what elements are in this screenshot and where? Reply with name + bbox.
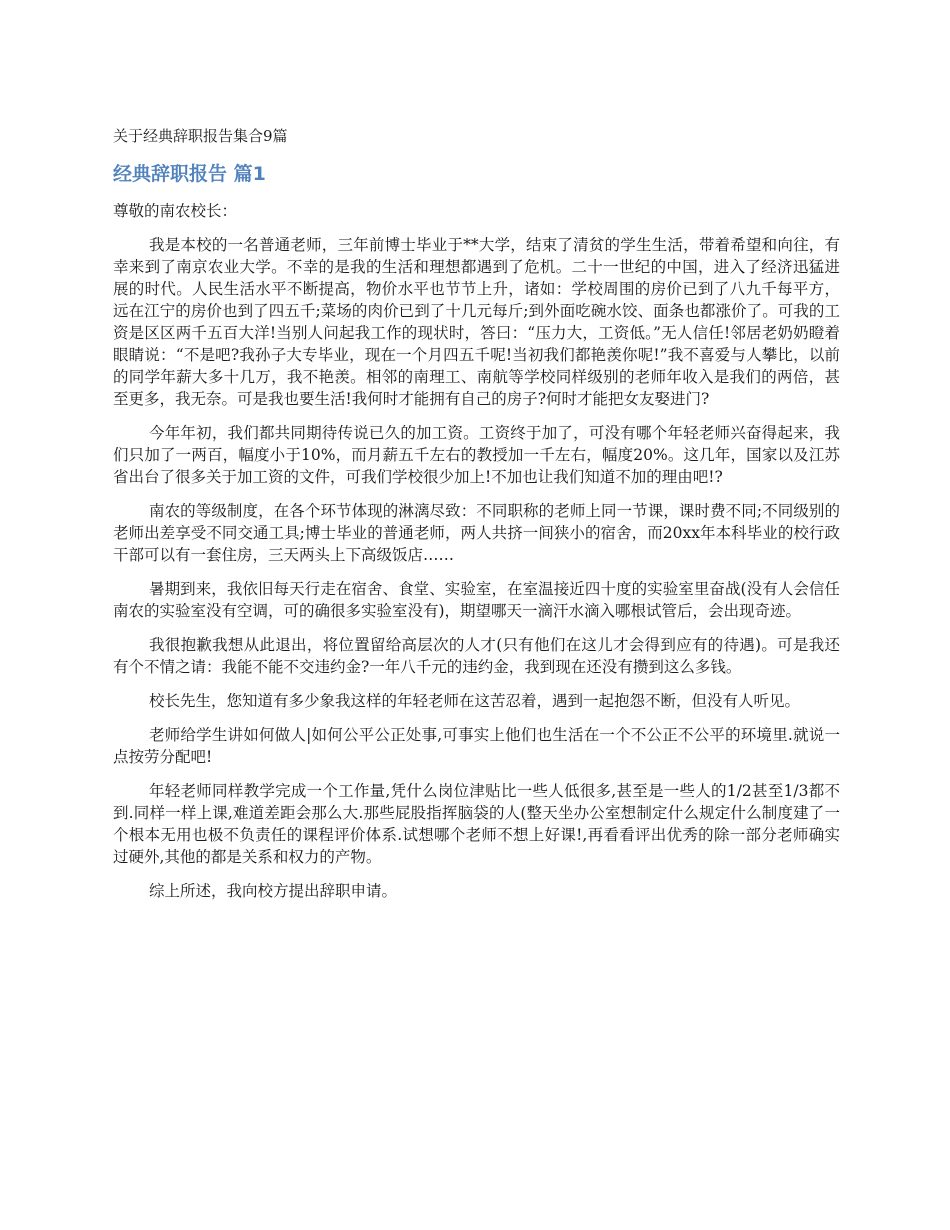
paragraph: 我是本校的一名普通老师，三年前博士毕业于**大学，结束了清贫的学生生活，带着希望和向往，有幸来到了南京农业大学。不幸的是我的生活和理想都遇到了危机。二十一世纪的中国，进入了经济迅猛进展的时代。人民生活水平不断提高，物价水平也节节上升，诸如：学校周围的房价已到了八九千每平方，远在江宁的房价也到了四五千;菜场的肉价已到了十几元每斤;到外面吃碗水饺、面条也都涨价了。可我的工资是区区两千五百大洋!当别人问起我工作的现状时，答曰：“压力大，工资低。”无人信任!邻居老奶奶瞪着眼睛说：“不是吧?我孙子大专毕业，现在一个月四五千呢!当初我们都艳羡你呢!”我不喜爱与人攀比，以前的同学年薪大多十几万，我不艳羡。相邻的南理工、南航等学校同样级别的老师年收入是我们的两倍，甚至更多，我无奈。可是我也要生活!我何时才能拥有自己的房子?何时才能把女友娶进门? — [113, 236, 840, 408]
paragraph: 我很抱歉我想从此退出，将位置留给高层次的人才(只有他们在这儿才会得到应有的待遇)。可是我还有个不情之请：我能不能不交违约金?一年八千元的违约金，我到现在还没有攒到这么多钱。 — [113, 636, 840, 676]
paragraph: 老师给学生讲如何做人|如何公平公正处事,可事实上他们也生活在一个不公正不公平的环境里.就说一点按劳分配吧! — [113, 726, 840, 766]
salutation: 尊敬的南农校长： — [113, 202, 238, 220]
document-page — [113, 124, 840, 914]
paragraph: 年轻老师同样教学完成一个工作量,凭什么岗位津贴比一些人低很多,甚至是一些人的1/2甚至1/3都不到.同样一样上课,难道差距会那么大.那些屁股指挥脑袋的人(整天坐办公室想制定什么规定什么制度建了一个根本无用也极不负责任的课程评价体系.试想哪个老师不想上好课!,再看看评出优秀的除一部分老师确实过硬外,其他的都是关系和权力的产物。 — [113, 782, 840, 866]
paragraph: 暑期到来，我依旧每天行走在宿舍、食堂、实验室，在室温接近四十度的实验室里奋战(没有人会信任南农的实验室没有空调，可的确很多实验室没有)，期望哪天一滴汗水滴入哪根试管后，会出现奇迹。 — [113, 580, 840, 620]
section-heading: 经典辞职报告 篇1 — [113, 163, 266, 185]
paragraph: 校长先生，您知道有多少象我这样的年轻老师在这苦忍着，遇到一起抱怨不断，但没有人听见。 — [149, 692, 801, 710]
paragraph: 综上所述，我向校方提出辞职申请。 — [149, 882, 398, 900]
paragraph: 今年年初，我们都共同期待传说已久的加工资。工资终于加了，可没有哪个年轻老师兴奋得起来，我们只加了一两百，幅度小于10%，而月薪五千左右的教授加一千左右，幅度20%。这几年，国家以及江苏省出台了很多关于加工资的文件，可我们学校很少加上!不加也让我们知道不加的理由吧!? — [113, 424, 840, 486]
paragraph: 南农的等级制度，在各个环节体现的淋漓尽致：不同职称的老师上同一节课，课时费不同;不同级别的老师出差享受不同交通工具;博士毕业的普通老师，两人共挤一间狭小的宿舍，而20xx年本科毕业的校行政干部可以有一套住房，三天两头上下高级饭店…… — [113, 502, 840, 564]
document-title: 关于经典辞职报告集合9篇 — [113, 127, 288, 145]
